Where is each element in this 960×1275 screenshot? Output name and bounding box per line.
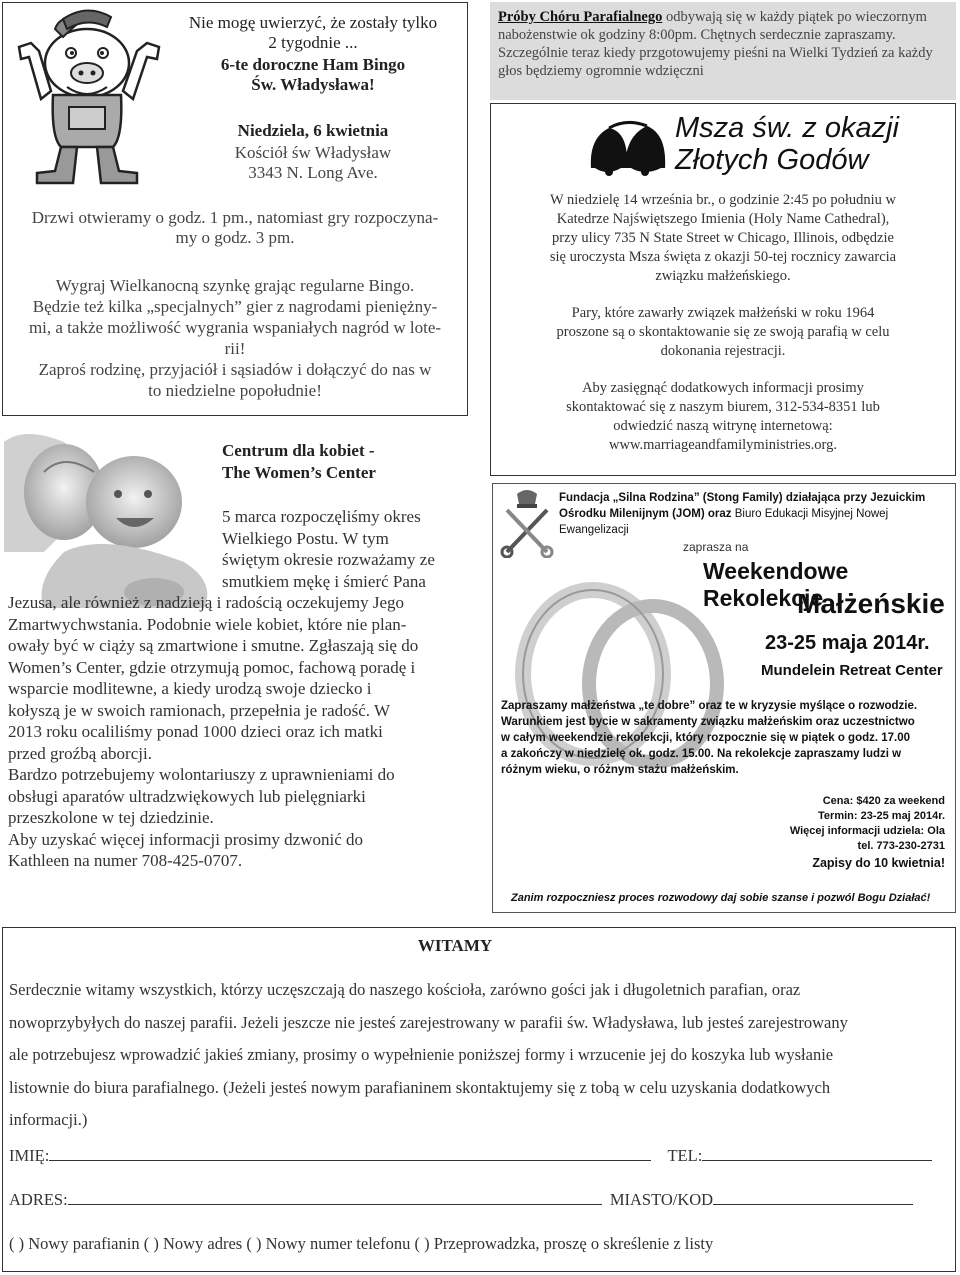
golden-p3: Aby zasięgnąć dodatkowych informacji prosimy	[582, 380, 864, 396]
mother-baby-photo	[4, 432, 216, 608]
women-text-line: Aby uzyskać więcej informacji prosimy dzwonić do	[8, 829, 364, 849]
women-text-line: 2013 roku ocaliliśmy ponad 1000 dzieci oraz ich matki	[8, 722, 383, 741]
women-title: The Women’s Center	[222, 463, 376, 482]
women-text-line: przeszkolone w tej dziedzinie.	[8, 808, 214, 827]
retreat-body-line: Zapraszamy małżeństwa „te dobre” oraz te w kryzysie myślące o rozwodzie.	[501, 700, 918, 712]
golden-p3: odwiedzić naszą witrynę internetową:	[613, 418, 833, 434]
phone-field[interactable]	[702, 1146, 932, 1161]
retreat-body-line: w całym weekendzie rekolekcji, który rozpocznie się w piątek o godz. 17.00	[501, 732, 911, 744]
golden-p2: proszone są o skontaktowanie się ze swoją parafią w celu	[556, 324, 890, 340]
bingo-intro-line: 2 tygodnie ...	[268, 33, 358, 52]
address-field[interactable]	[68, 1190, 602, 1205]
city-field[interactable]	[713, 1190, 913, 1205]
golden-p2: dokonania rejestracji.	[660, 343, 786, 359]
bingo-paragraph: to niedzielne popołudnie!	[148, 381, 322, 400]
retreat-body-line: Warunkiem jest bycie w sakramenty związku małżeńskim oraz uczestnictwo	[501, 716, 915, 728]
bingo-doors-line: my o godz. 3 pm.	[175, 228, 295, 247]
welcome-text-line: nowoprzybyłych do naszej parafii. Jeżeli jeszcze nie jesteś zarejestrowany w parafii św. Władysława, lub jesteś zarejestrowany	[9, 1012, 848, 1032]
retreat-place: Mundelein Retreat Center	[761, 662, 943, 679]
women-text-line: wsparcie modlitewne, a kiedy urodzą swoje dziecko i	[8, 679, 372, 698]
welcome-text-line: ale potrzebujesz wprowadzić jakieś zmiany, prosimy o wypełnienie poniższej formy i wrzucenie jej do koszyka lub wysłanie	[9, 1045, 834, 1064]
bingo-paragraph: Zaproś rodzinę, przyjaciół i sąsiadów i dołączyć do nas w	[38, 360, 432, 379]
women-text-line: obsługi aparatów ultradzwiękowych lub pielęgniarki	[8, 786, 366, 806]
wedding-bells-icon	[585, 118, 671, 178]
golden-p1: związku małżeńskiego.	[655, 268, 791, 284]
retreat-info-line: Cena: $420 za weekend	[822, 795, 945, 807]
bingo-paragraph: Będzie też kilka „specjalnych” gier z nagrodami pieniężny-	[32, 297, 438, 316]
choir-notice	[490, 2, 956, 100]
choir-lead: Próby Chóru Parafialnego	[498, 9, 663, 25]
retreat-org-jom: Ośrodku Milenijnym (JOM) oraz	[559, 508, 732, 520]
name-field[interactable]	[49, 1146, 651, 1161]
golden-heading: Msza św. z okazji	[675, 112, 899, 144]
retreat-title: Weekendowe Rekolekcje	[703, 558, 849, 611]
address-label: ADRES:	[9, 1190, 68, 1209]
women-text-line: smutkiem mękę i śmierć Pana	[222, 571, 426, 591]
women-text-line: przed groźbą aborcji.	[8, 743, 152, 763]
retreat-invite: zaprasza na	[683, 540, 749, 554]
welcome-text-line: listownie do biura parafialnego. (Jeżeli jesteś nowym parafianinem skontaktujemy się z tobą w celu uzyskania dodatkowych	[9, 1077, 831, 1097]
retreat-body-line: a zakończy w niedzielę ok. godz. 15.00. Na rekolekcje zapraszamy ludzi w	[501, 748, 902, 760]
women-text-line: Wielkiego Postu. W tym	[222, 528, 389, 548]
choir-body: odbywają się w każdy piątek po wieczornym nabożenstwie ok godziny 8:00pm. Chętnych serdecznie zapraszamy. Szczególnie teraz kiedy przgotowujemy pieśni na Wielki Tydzień za każdy głos będziemy ogromnie wdzięczni	[498, 9, 933, 79]
women-text-line: 5 marca rozpoczęliśmy okres	[222, 507, 421, 526]
women-text-line: Jezusa, ale również z nadzieją i radością oczekujemy Jego	[8, 593, 405, 612]
women-text-line: Women’s Center, gdzie otrzymują pomoc, fachową poradę i	[8, 657, 416, 677]
women-title: Centrum dla kobiet -	[222, 441, 375, 460]
women-text-line: Kathleen na numer 708-425-0707.	[8, 851, 243, 870]
women-text-line: owały być w ciąży są zmartwione i smutne. Zgłaszają się do	[8, 636, 419, 655]
golden-p3: skontaktować się z naszym biurem, 312-534-8351 lub	[566, 399, 880, 415]
papal-keys-icon	[499, 488, 555, 558]
women-text-line: Zmartwychwstania. Podobnie wiele kobiet, które nie plan-	[8, 614, 407, 634]
bingo-date: Niedziela, 6 kwietnia	[237, 121, 389, 140]
golden-p1: W niedzielę 14 września br., o godzinie 2:45 po południu w	[549, 192, 897, 208]
retreat-org-line	[559, 506, 949, 538]
retreat-body-line: różnym wieku, o różnym stażu małżeńskim.	[501, 764, 739, 776]
bingo-address: 3343 N. Long Ave.	[248, 163, 378, 182]
pig-mascot-icon	[11, 7, 163, 187]
retreat-title: Małżeńskie	[797, 588, 945, 619]
bingo-venue: Kościół św Władysław	[234, 143, 392, 162]
bingo-box	[2, 2, 468, 416]
retreat-info-line: tel. 773-230-2731	[857, 840, 945, 852]
bingo-title: 6-te doroczne Ham Bingo	[220, 55, 406, 74]
retreat-deadline: Zapisy do 10 kwietnia!	[812, 856, 945, 870]
welcome-title: WITAMY	[417, 936, 493, 955]
golden-heading: Złotych Godów	[675, 144, 869, 176]
golden-p3: www.marriageandfamilyministries.org.	[609, 437, 837, 453]
welcome-text-line: Serdecznie witamy wszystkich, którzy uczęszczają do naszego kościoła, zarówno gości jak i długoletnich parafian, oraz	[9, 980, 801, 999]
name-label: IMIĘ:	[9, 1146, 50, 1165]
women-text-line: Bardzo potrzebujemy wolontariuszy z uprawnieniami do	[8, 765, 395, 784]
bingo-paragraph: mi, a także możliwość wygrania wspaniałych nagród w lote-	[28, 318, 442, 337]
retreat-info-line: Termin: 23-25 maj 2014r.	[818, 810, 945, 822]
retreat-org-line: Fundacja „Silna Rodzina” (Stong Family) działająca przy Jezuickim	[559, 492, 926, 504]
golden-jubilee-box	[490, 103, 956, 476]
retreat-org-office: Biuro Edukacji Misyjnej Nowej Ewangelizacji	[559, 508, 889, 536]
welcome-registration-form	[2, 927, 956, 1272]
golden-p1: przy ulicy 735 N State Street w Chicago, Illinois, odbędzie	[552, 230, 894, 246]
bingo-title: Św. Władysława!	[251, 75, 375, 94]
bingo-intro-line: Nie mogę uwierzyć, że zostały tylko	[188, 13, 438, 32]
choir-text	[498, 8, 948, 80]
golden-p1: się uroczysta Msza święta z okazji 50-tej rocznicy zawarcia	[549, 249, 897, 265]
retreat-dates: 23-25 maja 2014r.	[765, 632, 930, 654]
welcome-text-line: informacji.)	[9, 1110, 88, 1129]
retreat-info-line: Więcej informacji udziela: Ola	[789, 825, 945, 837]
retreat-flyer	[492, 483, 956, 913]
bingo-paragraph: Wygraj Wielkanocną szynkę grając regularne Bingo.	[55, 276, 415, 295]
golden-p2: Pary, które zawarły związek małżeński w roku 1964	[571, 305, 875, 321]
bingo-doors-line: Drzwi otwieramy o godz. 1 pm., natomiast gry rozpoczyna-	[31, 208, 439, 227]
bingo-paragraph: rii!	[224, 339, 246, 358]
retreat-footer: Zanim rozpoczniesz proces rozwodowy daj sobie szanse i pozwól Bogu Działać!	[511, 892, 931, 904]
women-text-line: świętym okresie rozważamy ze	[222, 550, 435, 569]
phone-label: TEL:	[667, 1146, 703, 1165]
women-text-line: kołyszą je w swoich ramionach, przepełnia je radość. W	[8, 700, 391, 720]
registration-options[interactable]: ( ) Nowy parafianin ( ) Nowy adres ( ) Nowy numer telefonu ( ) Przeprowadzka, proszę o skreślenie z listy	[9, 1234, 714, 1253]
golden-p1: Katedrze Najświętszego Imienia (Holy Name Cathedral),	[556, 211, 890, 227]
city-label: MIASTO/KOD	[609, 1190, 714, 1209]
